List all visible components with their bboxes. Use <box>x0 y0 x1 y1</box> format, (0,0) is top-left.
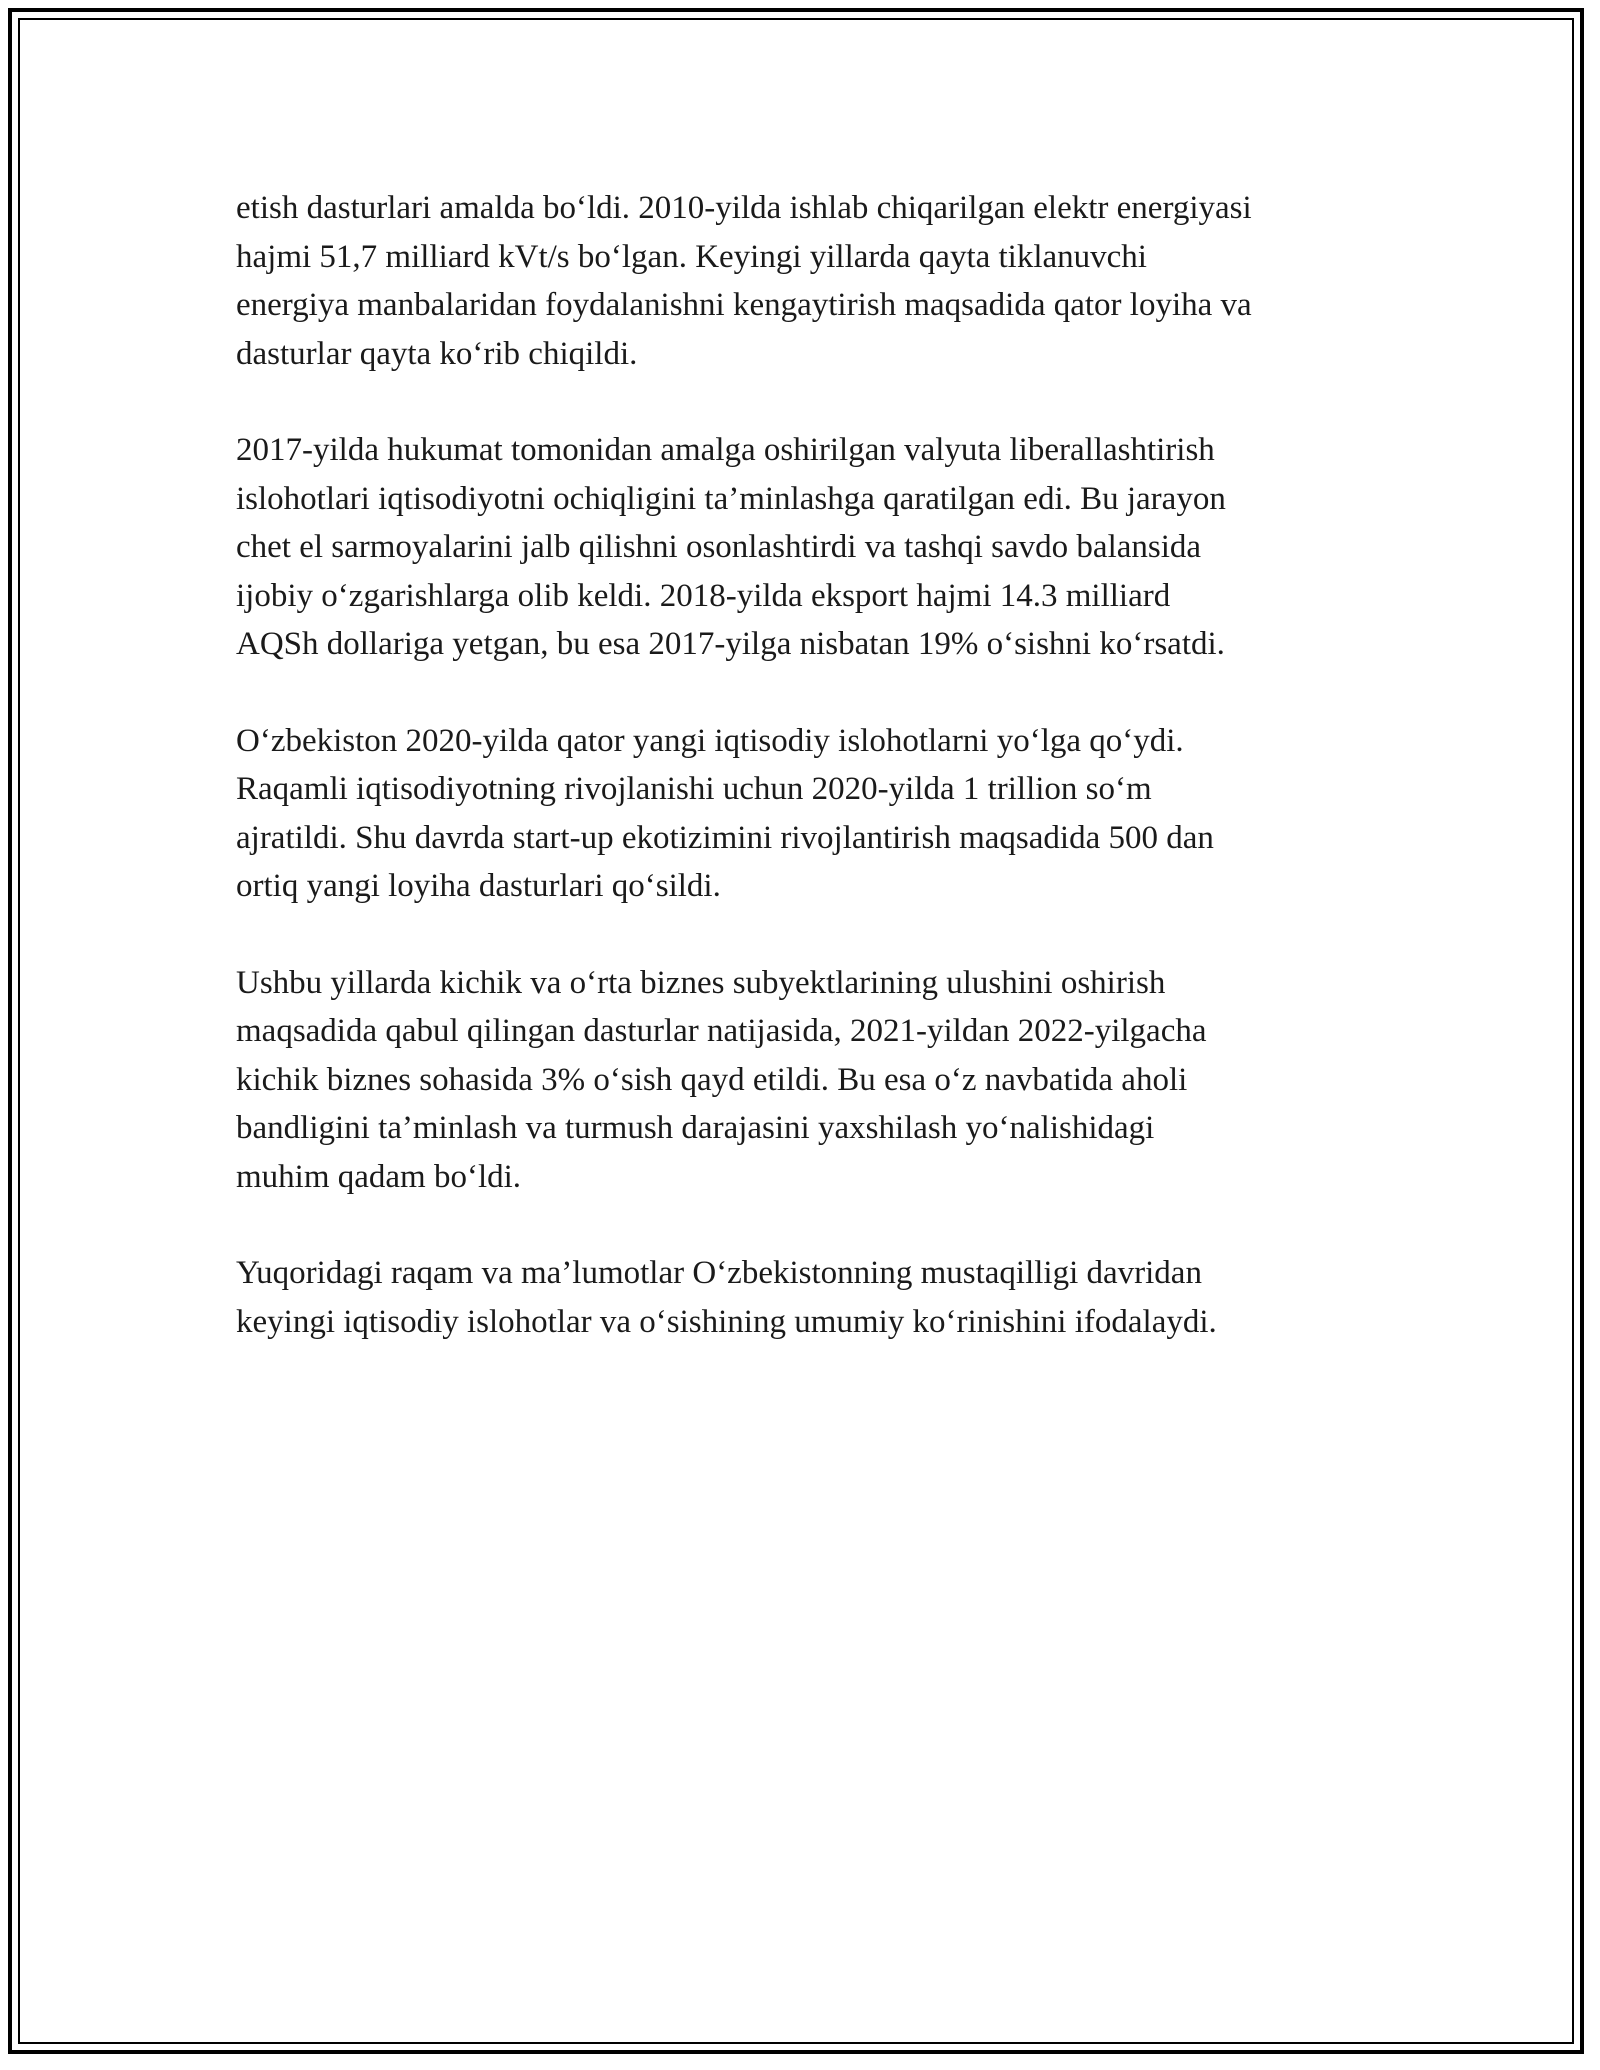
text-line: energiya manbalaridan foydalanishni kengaytirish maqsadida qator loyiha va <box>236 287 1252 323</box>
paragraph-4 <box>236 959 1376 1202</box>
text-line: maqsadida qabul qilingan dasturlar natijasida, 2021-yildan 2022-yilgacha <box>236 1013 1207 1049</box>
text-line: muhim qadam bo‘ldi. <box>236 1158 522 1195</box>
text-line: AQSh dollariga yetgan, bu esa 2017-yilga nisbatan 19% o‘sishni ko‘rsatdi. <box>236 626 1225 662</box>
text-line: hajmi 51,7 milliard kVt/s bo‘lgan. Keyingi yillarda qayta tiklanuvchi <box>236 238 1147 275</box>
text-line: keyingi iqtisodiy islohotlar va o‘sishining umumiy ko‘rinishini ifodalaydi. <box>236 1303 1217 1340</box>
text-line: dasturlar qayta ko‘rib chiqildi. <box>236 335 638 372</box>
paragraph-2 <box>236 426 1376 669</box>
text-line: chet el sarmoyalarini jalb qilishni osonlashtirdi va tashqi savdo balansida <box>236 529 1202 565</box>
text-line: bandligini ta’minlash va turmush darajasini yaxshilash yo‘nalishidagi <box>236 1110 1155 1146</box>
text-line: Ushbu yillarda kichik va o‘rta biznes subyektlarining ulushini oshirish <box>236 964 1166 1001</box>
text-line: ortiq yangi loyiha dasturlari qo‘sildi. <box>236 868 721 904</box>
text-line: ijobiy o‘zgarishlarga olib keldi. 2018-yilda eksport hajmi 14.3 milliard <box>236 577 1171 614</box>
paragraph-5 <box>236 1249 1376 1346</box>
text-line: kichik biznes sohasida 3% o‘sish qayd etildi. Bu esa o‘z navbatida aholi <box>236 1061 1188 1098</box>
document-body <box>236 184 1376 1394</box>
text-line: islohotlari iqtisodiyotni ochiqligini ta’minlashga qaratilgan edi. Bu jarayon <box>236 480 1226 517</box>
text-line: O‘zbekiston 2020-yilda qator yangi iqtisodiy islohotlarni yo‘lga qo‘ydi. <box>236 722 1184 759</box>
text-line: ajratildi. Shu davrda start-up ekotizimini rivojlantirish maqsadida 500 dan <box>236 819 1214 856</box>
text-line: Yuqoridagi raqam va ma’lumotlar O‘zbekistonning mustaqilligi davridan <box>236 1255 1202 1291</box>
text-line: 2017-yilda hukumat tomonidan amalga oshirilgan valyuta liberallashtirish <box>236 432 1215 468</box>
text-line: etish dasturlari amalda bo‘ldi. 2010-yilda ishlab chiqarilgan elektr energiyasi <box>236 190 1252 226</box>
text-line: Raqamli iqtisodiyotning rivojlanishi uchun 2020-yilda 1 trillion so‘m <box>236 771 1152 807</box>
paragraph-1 <box>236 184 1376 378</box>
paragraph-3 <box>236 717 1376 911</box>
